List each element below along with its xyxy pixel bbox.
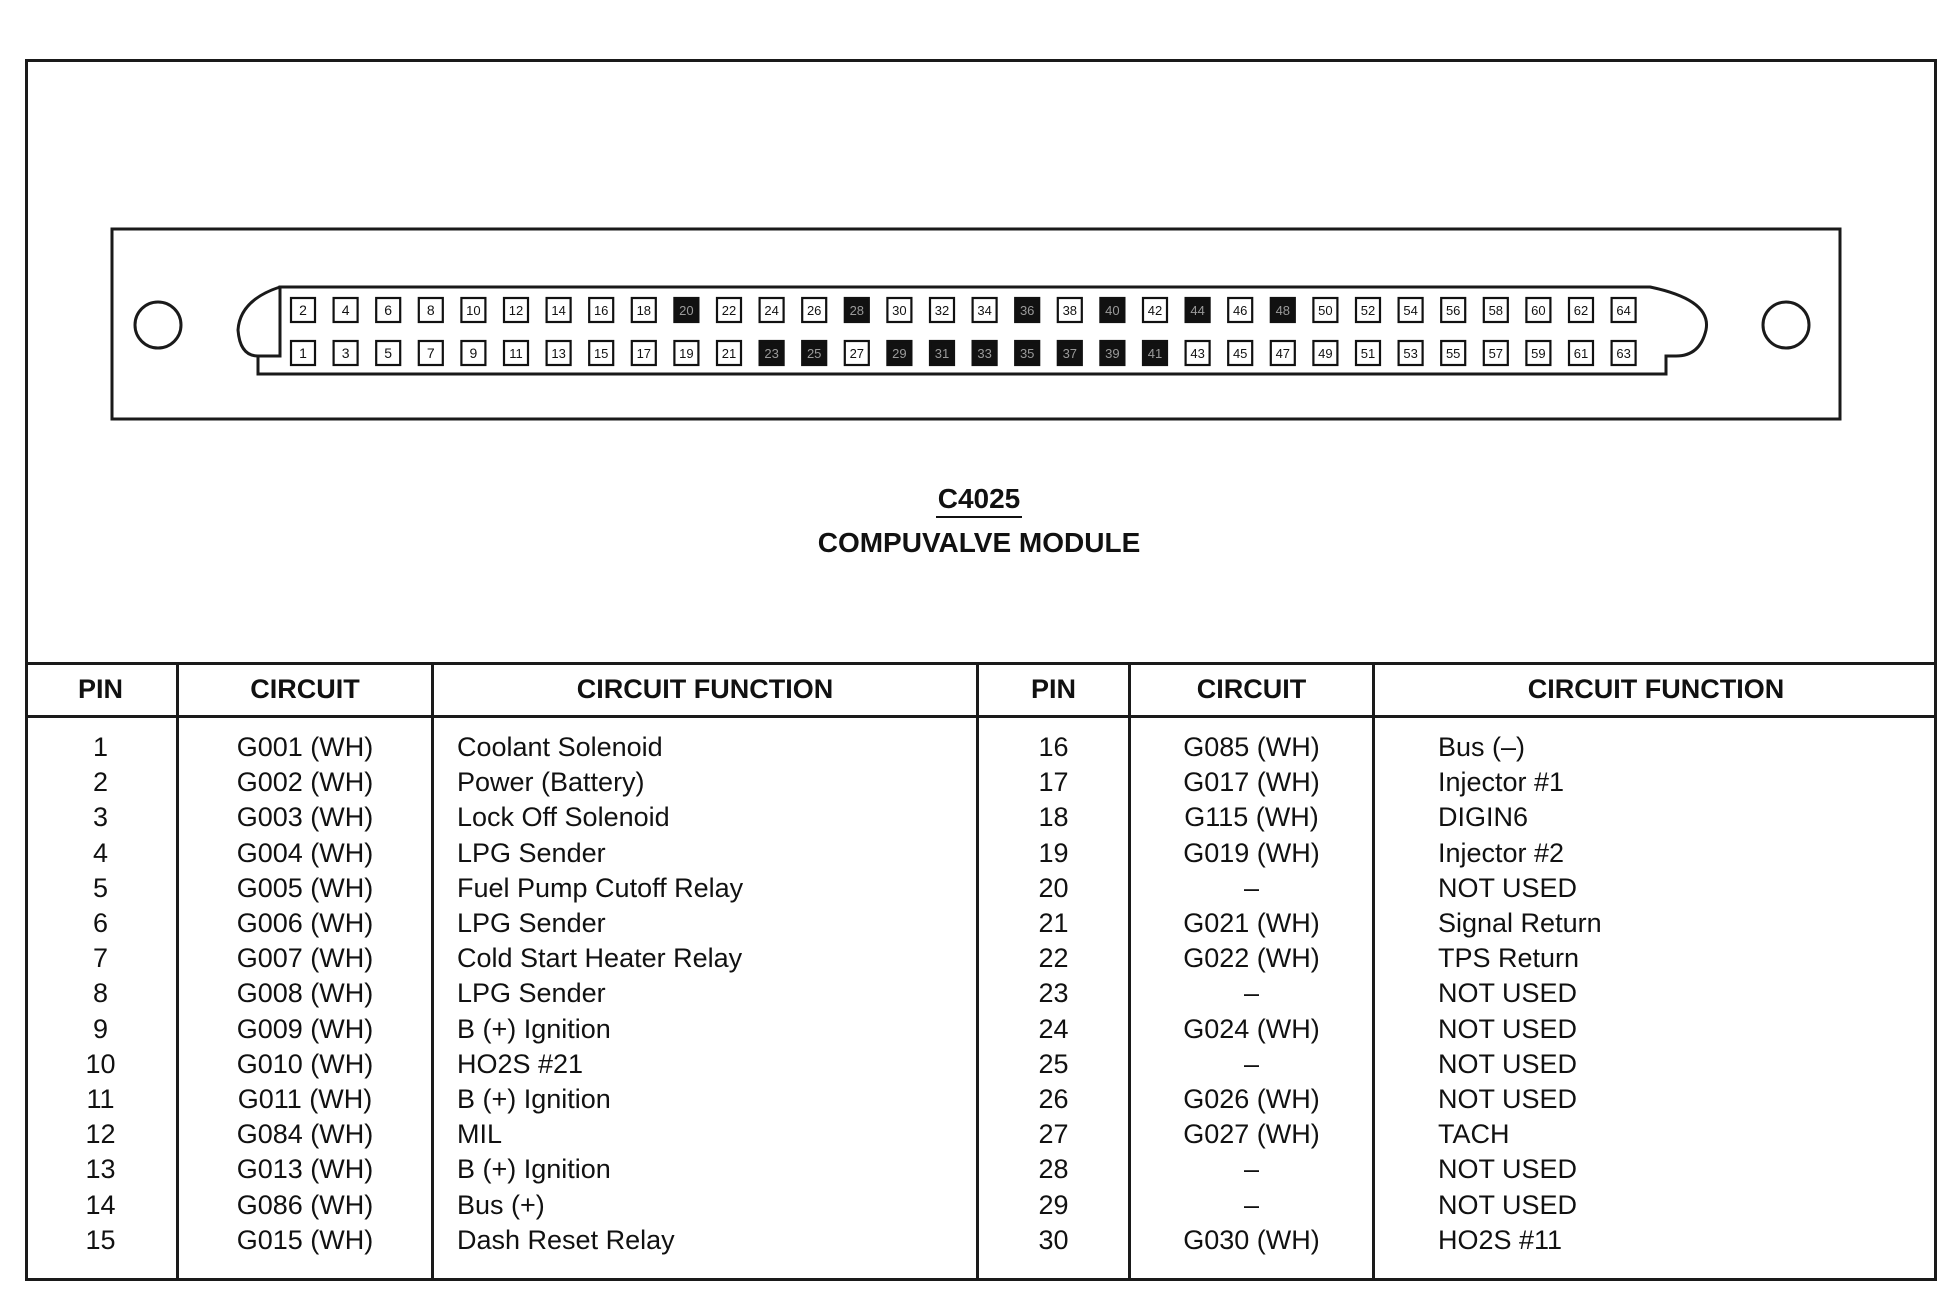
table-row — [976, 1223, 1937, 1258]
circuit-cell: G005 (WH) — [236, 872, 374, 903]
pin-58 — [1484, 298, 1508, 322]
pin-label: 24 — [764, 303, 779, 318]
table-row — [976, 730, 1937, 765]
pin-label: 48 — [1275, 303, 1291, 318]
pin-cell: 30 — [1038, 1224, 1069, 1255]
pin-cell: 2 — [92, 767, 109, 798]
pin-22 — [717, 298, 741, 322]
circuit-cell: – — [1243, 872, 1260, 903]
pin-33 — [973, 341, 997, 365]
pin-label: 59 — [1531, 346, 1546, 361]
pin-label: 56 — [1445, 303, 1461, 318]
pin-5 — [376, 341, 400, 365]
pin-cell: 6 — [92, 908, 109, 938]
pin-label: 27 — [849, 346, 865, 361]
table-row — [25, 871, 976, 906]
pin-label: 13 — [551, 346, 566, 361]
pin-14 — [547, 298, 571, 322]
pin-50 — [1313, 298, 1337, 322]
pin-label: 18 — [636, 303, 652, 318]
pin-label: 35 — [1019, 346, 1035, 361]
pin-label: 45 — [1232, 346, 1248, 361]
pin-55 — [1441, 341, 1465, 365]
circuit-cell: G011 (WH) — [237, 1084, 373, 1114]
circuit-cell: G030 (WH) — [1183, 1224, 1320, 1255]
pin-cell: 9 — [92, 1013, 109, 1044]
table-row — [976, 1117, 1937, 1152]
circuit-cell: G003 (WH) — [236, 802, 374, 833]
function-cell: TACH — [1438, 1119, 1510, 1150]
pin-4 — [334, 298, 358, 322]
table-row — [976, 1047, 1937, 1082]
pin-23 — [760, 341, 784, 365]
pin-label: 54 — [1403, 303, 1418, 318]
table-row — [25, 1012, 976, 1047]
pin-62 — [1569, 298, 1593, 322]
pin-16 — [589, 298, 613, 322]
table-row — [976, 800, 1937, 835]
function-cell: Injector #2 — [1438, 837, 1565, 868]
pin-label: 52 — [1360, 303, 1376, 318]
circuit-cell: G024 (WH) — [1183, 1013, 1320, 1044]
pin-56 — [1441, 298, 1465, 322]
table-row — [976, 1152, 1937, 1187]
pin-35 — [1015, 341, 1039, 365]
pin-25 — [802, 341, 826, 365]
pin-label: 20 — [679, 303, 694, 318]
pin-label: 62 — [1573, 303, 1589, 318]
pin-label: 3 — [341, 345, 350, 361]
circuit-cell: G085 (WH) — [1183, 732, 1320, 762]
pin-cell: 4 — [92, 837, 109, 868]
pin-39 — [1100, 341, 1124, 365]
table-row — [25, 730, 976, 765]
pin-label: 51 — [1360, 346, 1376, 361]
pin-41 — [1143, 341, 1167, 365]
pin-30 — [887, 298, 911, 322]
function-cell: MIL — [457, 1119, 503, 1150]
pin-cell: 11 — [86, 1084, 115, 1114]
pin-label: 46 — [1232, 303, 1248, 318]
pin-53 — [1399, 341, 1423, 365]
pin-cell: 10 — [85, 1048, 116, 1079]
pin-label: 42 — [1147, 303, 1163, 318]
pin-7 — [419, 341, 443, 365]
left-mounting-hole — [135, 302, 181, 348]
function-cell: Fuel Pump Cutoff Relay — [457, 872, 744, 903]
pin-cell: 13 — [85, 1154, 116, 1185]
header-function-left: CIRCUIT FUNCTION — [576, 674, 834, 704]
pin-9 — [461, 341, 485, 365]
pin-label: 58 — [1488, 303, 1504, 318]
circuit-cell: – — [1243, 1048, 1260, 1079]
pin-cell: 22 — [1038, 943, 1069, 974]
pin-label: 17 — [636, 346, 652, 361]
pin-47 — [1271, 341, 1295, 365]
pin-label: 29 — [892, 346, 907, 361]
pin-64 — [1612, 298, 1636, 322]
pin-34 — [973, 298, 997, 322]
pin-cell: 1 — [92, 732, 109, 762]
function-cell: Dash Reset Relay — [457, 1224, 675, 1255]
circuit-cell: – — [1243, 1154, 1260, 1185]
pin-label: 21 — [721, 346, 737, 361]
pin-24 — [760, 298, 784, 322]
pin-label: 63 — [1616, 346, 1631, 361]
table-row — [25, 976, 976, 1011]
pin-label: 55 — [1445, 346, 1461, 361]
circuit-cell: G001 (WH) — [236, 732, 374, 762]
connector-face — [0, 0, 1958, 520]
pin-21 — [717, 341, 741, 365]
pin-42 — [1143, 298, 1167, 322]
header-pin-right: PIN — [1030, 674, 1076, 704]
pin-label: 5 — [384, 345, 393, 361]
pin-cell: 29 — [1038, 1189, 1069, 1220]
table-row — [25, 1188, 976, 1223]
pin-cell: 5 — [92, 872, 109, 903]
pin-63 — [1612, 341, 1636, 365]
circuit-cell: – — [1243, 1189, 1260, 1220]
pin-cell: 8 — [92, 978, 109, 1009]
header-circuit-right: CIRCUIT — [1196, 674, 1307, 704]
table-row — [976, 871, 1937, 906]
pin-label: 38 — [1062, 303, 1078, 318]
pin-label: 19 — [679, 346, 694, 361]
function-cell: LPG Sender — [457, 908, 606, 938]
pin-cell: 12 — [85, 1119, 116, 1150]
table-row — [25, 906, 976, 941]
circuit-cell: G008 (WH) — [236, 978, 374, 1009]
pin-38 — [1058, 298, 1082, 322]
pin-60 — [1526, 298, 1550, 322]
header-circuit-left: CIRCUIT — [250, 674, 360, 704]
pin-label: 34 — [977, 303, 992, 318]
table-row — [976, 976, 1937, 1011]
circuit-cell: G006 (WH) — [236, 908, 374, 938]
circuit-cell: G007 (WH) — [236, 943, 374, 974]
pin-51 — [1356, 341, 1380, 365]
pin-cell: 23 — [1038, 978, 1069, 1009]
pin-45 — [1228, 341, 1252, 365]
pin-cell: 16 — [1038, 732, 1069, 762]
circuit-cell: G004 (WH) — [236, 837, 374, 868]
function-cell: NOT USED — [1438, 1189, 1578, 1220]
pin-label: 8 — [426, 302, 435, 318]
table-row — [25, 1082, 976, 1117]
circuit-cell: G002 (WH) — [236, 767, 374, 798]
pin-cell: 24 — [1038, 1013, 1069, 1044]
pin-cell: 21 — [1038, 908, 1069, 938]
table-row — [976, 1082, 1937, 1117]
pin-37 — [1058, 341, 1082, 365]
circuit-cell: G021 (WH) — [1183, 908, 1320, 938]
pin-11 — [504, 341, 528, 365]
pin-46 — [1228, 298, 1252, 322]
pin-cell: 19 — [1038, 837, 1069, 868]
pin-label: 7 — [426, 345, 435, 361]
pin-cell: 17 — [1038, 767, 1069, 798]
pin-19 — [674, 341, 698, 365]
connector-body — [112, 229, 1840, 419]
function-cell: NOT USED — [1438, 1013, 1578, 1044]
function-cell: LPG Sender — [457, 978, 606, 1009]
function-cell: HO2S #11 — [1438, 1224, 1563, 1255]
function-cell: Cold Start Heater Relay — [457, 943, 743, 974]
pin-label: 57 — [1488, 346, 1504, 361]
pin-label: 25 — [806, 346, 822, 361]
table-row — [25, 1223, 976, 1258]
function-cell: B (+) Ignition — [457, 1154, 611, 1185]
pin-label: 4 — [341, 302, 350, 318]
function-cell: HO2S #21 — [457, 1048, 584, 1079]
table-row — [976, 1012, 1937, 1047]
function-cell: NOT USED — [1438, 1048, 1578, 1079]
pin-label: 31 — [934, 346, 950, 361]
pin-label: 53 — [1403, 346, 1418, 361]
pin-label: 37 — [1062, 346, 1078, 361]
table-row — [25, 800, 976, 835]
table-row — [976, 906, 1937, 941]
pin-cell: 15 — [85, 1224, 116, 1255]
circuit-cell: G027 (WH) — [1183, 1119, 1320, 1150]
circuit-cell: G022 (WH) — [1183, 943, 1320, 974]
pin-cell: 26 — [1038, 1084, 1069, 1114]
pin-40 — [1100, 298, 1124, 322]
pin-label: 23 — [764, 346, 779, 361]
pin-31 — [930, 341, 954, 365]
function-cell: LPG Sender — [457, 837, 606, 868]
circuit-cell: G010 (WH) — [236, 1048, 374, 1079]
pin-48 — [1271, 298, 1295, 322]
pin-label: 30 — [892, 303, 907, 318]
pin-label: 64 — [1616, 303, 1631, 318]
function-cell: Injector #1 — [1438, 767, 1565, 798]
pin-label: 16 — [593, 303, 609, 318]
function-cell: Bus (–) — [1438, 732, 1526, 762]
pin-label: 6 — [384, 302, 393, 318]
pin-49 — [1313, 341, 1337, 365]
function-cell: B (+) Ignition — [457, 1013, 611, 1044]
pin-label: 26 — [806, 303, 822, 318]
table-row — [25, 836, 976, 871]
pin-8 — [419, 298, 443, 322]
pin-10 — [461, 298, 485, 322]
table-row — [25, 1152, 976, 1187]
pin-59 — [1526, 341, 1550, 365]
circuit-cell: G086 (WH) — [236, 1189, 374, 1220]
header-pin-left: PIN — [77, 674, 123, 704]
pin-label: 14 — [551, 303, 566, 318]
pin-label: 10 — [466, 303, 481, 318]
pin-6 — [376, 298, 400, 322]
pin-label: 9 — [469, 345, 478, 361]
function-cell: Signal Return — [1438, 908, 1602, 938]
pin-43 — [1186, 341, 1210, 365]
pin-label: 43 — [1190, 346, 1205, 361]
pin-20 — [674, 298, 698, 322]
circuit-cell: G015 (WH) — [236, 1224, 374, 1255]
circuit-cell: G084 (WH) — [236, 1119, 374, 1150]
function-cell: NOT USED — [1438, 978, 1578, 1009]
function-cell: Lock Off Solenoid — [457, 802, 670, 833]
pin-36 — [1015, 298, 1039, 322]
pin-cell: 20 — [1038, 872, 1069, 903]
pin-label: 36 — [1019, 303, 1035, 318]
function-cell: Bus (+) — [457, 1189, 545, 1220]
pin-label: 22 — [721, 303, 737, 318]
table-row — [976, 765, 1937, 800]
pin-cell: 3 — [92, 802, 109, 833]
pin-label: 28 — [849, 303, 865, 318]
pin-12 — [504, 298, 528, 322]
pin-label: 40 — [1105, 303, 1120, 318]
table-row — [976, 941, 1937, 976]
pin-3 — [334, 341, 358, 365]
pin-label: 39 — [1105, 346, 1120, 361]
pin-44 — [1186, 298, 1210, 322]
pin-57 — [1484, 341, 1508, 365]
pin-27 — [845, 341, 869, 365]
function-cell: B (+) Ignition — [457, 1084, 611, 1114]
connector-key-left — [238, 287, 280, 356]
pin-label: 15 — [593, 346, 609, 361]
circuit-cell: – — [1243, 978, 1260, 1009]
circuit-cell: G009 (WH) — [236, 1013, 374, 1044]
table-row — [25, 765, 976, 800]
pin-label: 49 — [1318, 346, 1333, 361]
pin-cell: 18 — [1038, 802, 1069, 833]
pin-label: 61 — [1573, 346, 1589, 361]
connector-name: COMPUVALVE MODULE — [817, 527, 1141, 558]
table-row — [25, 941, 976, 976]
function-cell: NOT USED — [1438, 872, 1578, 903]
connector-id: C4025 — [936, 482, 1023, 518]
pin-18 — [632, 298, 656, 322]
circuit-cell: G026 (WH) — [1183, 1084, 1320, 1114]
pin-label: 47 — [1275, 346, 1291, 361]
pin-17 — [632, 341, 656, 365]
table-row — [976, 1188, 1937, 1223]
pin-2 — [291, 298, 315, 322]
pin-1 — [291, 341, 315, 365]
table-row — [976, 836, 1937, 871]
pin-54 — [1399, 298, 1423, 322]
header-function-right: CIRCUIT FUNCTION — [1527, 674, 1785, 704]
pin-label: 50 — [1318, 303, 1333, 318]
circuit-cell: G115 (WH) — [1184, 802, 1319, 833]
circuit-cell: G017 (WH) — [1183, 767, 1320, 798]
pin-label: 44 — [1190, 303, 1205, 318]
pin-52 — [1356, 298, 1380, 322]
pin-32 — [930, 298, 954, 322]
pin-29 — [887, 341, 911, 365]
pin-cell: 27 — [1038, 1119, 1069, 1150]
circuit-cell: G019 (WH) — [1183, 837, 1320, 868]
pin-label: 2 — [299, 302, 307, 318]
right-mounting-hole — [1763, 302, 1809, 348]
pin-cell: 25 — [1038, 1048, 1069, 1079]
function-cell: NOT USED — [1438, 1154, 1578, 1185]
function-cell: Coolant Solenoid — [457, 732, 663, 762]
table-row — [25, 1117, 976, 1152]
pin-61 — [1569, 341, 1593, 365]
connector-title — [0, 482, 1958, 518]
function-cell: DIGIN6 — [1438, 802, 1529, 833]
pin-cell: 28 — [1038, 1154, 1069, 1185]
pin-label: 32 — [934, 303, 950, 318]
pin-cell: 7 — [92, 943, 109, 974]
pin-28 — [845, 298, 869, 322]
pin-cell: 14 — [85, 1189, 116, 1220]
table-row — [25, 1047, 976, 1082]
function-cell: NOT USED — [1438, 1084, 1578, 1114]
pin-table — [25, 662, 1937, 1281]
pin-label: 11 — [509, 346, 523, 361]
pin-26 — [802, 298, 826, 322]
pin-label: 60 — [1531, 303, 1546, 318]
pin-label: 1 — [299, 345, 307, 361]
pin-label: 41 — [1147, 346, 1163, 361]
pin-15 — [589, 341, 613, 365]
pin-label: 33 — [977, 346, 992, 361]
function-cell: TPS Return — [1438, 943, 1580, 974]
circuit-cell: G013 (WH) — [236, 1154, 374, 1185]
pin-label: 12 — [508, 303, 524, 318]
pin-13 — [547, 341, 571, 365]
function-cell: Power (Battery) — [457, 767, 645, 798]
